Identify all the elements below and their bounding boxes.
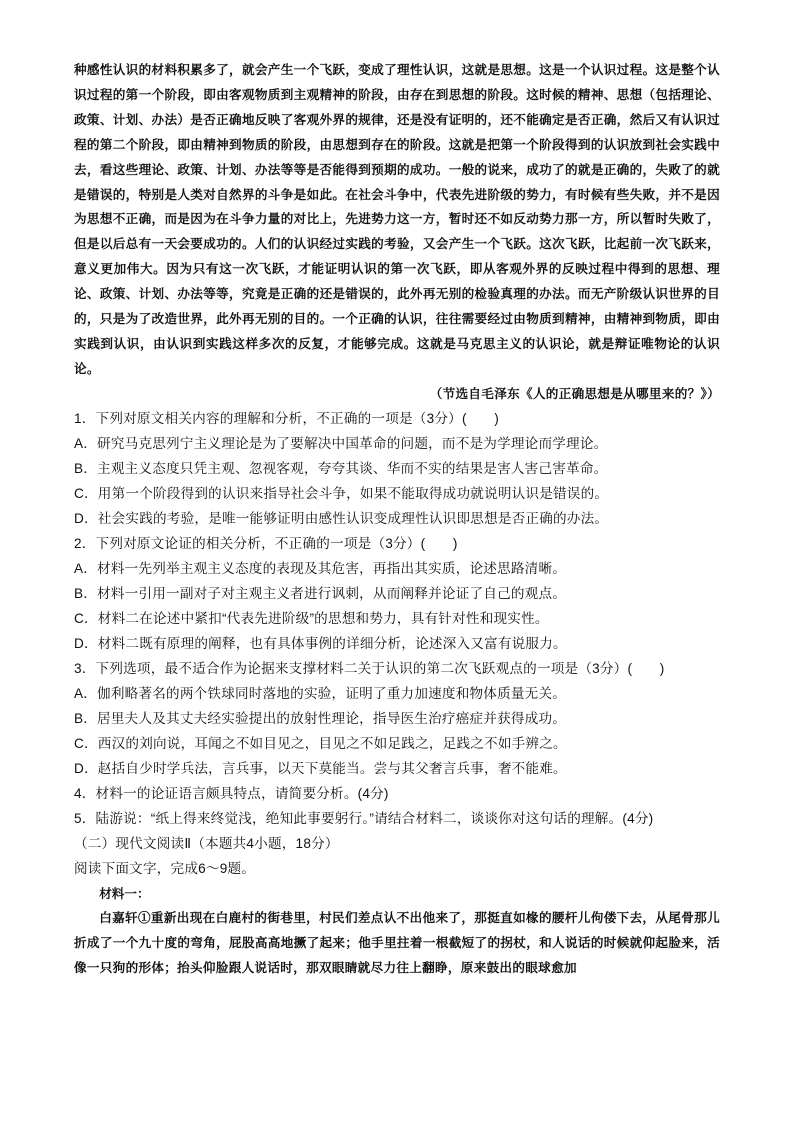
question-4-stem: 4．材料一的论证语言颇具特点，请简要分析。(4分) [74, 785, 389, 801]
question-1-option-c: C．用第一个阶段得到的认识来指导社会斗争，如果不能取得成功就说明认识是错误的。 [74, 485, 609, 501]
question-3-option-c: C．西汉的刘向说，耳闻之不如目见之，目见之不如足践之，足践之不如手辨之。 [74, 735, 567, 751]
question-3-option-a: A．伽利略著名的两个铁球同时落地的实验，证明了重力加速度和物体质量无关。 [74, 685, 567, 701]
question-list [74, 406, 720, 831]
question-3-stem: 3．下列选项，最不适合作为论据来支撑材料二关于认识的第二次飞跃观点的一项是（3分）( ) [74, 660, 665, 676]
passage-source: （节选自毛泽东《人的正确思想是从哪里来的？》） [429, 385, 720, 401]
question-5-stem: 5．陆游说：“纸上得来终觉浅，绝知此事要躬行。”请结合材料二，谈谈你对这句话的理解。(4分) [74, 810, 654, 826]
section-instruction: 阅读下面文字，完成6～9题。 [74, 860, 256, 876]
material-paragraph: 白嘉轩①重新出现在白鹿村的街巷里，村民们差点认不出他来了，那挺直如椽的腰杆儿佝偻下去，从尾骨那儿折成了一个九十度的弯角，屁股高高地撅了起来；他手里拄着一根截短了的拐杖，和人说话的时候就仰起脸来，活像一只狗的形体；抬头仰脸跟人说话时，那双眼睛就尽力往上翻睁，原来鼓出的眼球愈加 [74, 909, 720, 975]
question-2-stem: 2．下列对原文论证的相关分析，不正确的一项是（3分）( ) [74, 535, 458, 551]
question-1-option-b: B．主观主义态度只凭主观、忽视客观，夸夸其谈、华而不实的结果是害人害己害革命。 [74, 460, 608, 476]
question-2-option-a: A．材料一先列举主观主义态度的表现及其危害，再指出其实质，论述思路清晰。 [74, 560, 567, 576]
question-1-stem: 1．下列对原文相关内容的理解和分析，不正确的一项是（3分）( ) [74, 410, 499, 426]
passage-continuation: 种感性认识的材料积累多了，就会产生一个飞跃，变成了理性认识，这就是思想。这是一个认识过程。这是整个认识过程的第一个阶段，即由客观物质到主观精神的阶段，由存在到思想的阶段。这时候的精神、思想（包括理论、政策、计划、办法）是否正确地反映了客观外界的规律，还是没有证明的，还不能确定是否正确，然后又有认识过程的第二个阶段，即由精神到物质的阶段，由思想到存在的阶段。这就是把第一个阶段得到的认识放到社会实践中去，看这些理论、政策、计划、办法等等是否能得到预期的成功。一般的说来，成功了的就是正确的，失败了的就是错误的，特别是人类对自然界的斗争是如此。在社会斗争中，代表先进阶级的势力，有时候有些失败，并不是因为思想不正确，而是因为在斗争力量的对比上，先进势力这一方，暂时还不如反动势力那一方，所以暂时失败了，但是以后总有一天会要成功的。人们的认识经过实践的考验，又会产生一个飞跃。这次飞跃，比起前一次飞跃来，意义更加伟大。因为只有这一次飞跃，才能证明认识的第一次飞跃，即从客观外界的反映过程中得到的思想、理论、政策、计划、办法等等，究竟是正确的还是错误的，此外再无别的检验真理的办法。而无产阶级认识世界的目的，只是为了改造世界，此外再无别的目的。一个正确的认识，往往需要经过由物质到精神，由精神到物质，即由实践到认识，由认识到实践这样多次的反复，才能够完成。这就是马克思主义的认识论，就是辩证唯物论的认识论。 [74, 62, 720, 376]
question-3-option-d: D．赵括自少时学兵法，言兵事，以天下莫能当。尝与其父奢言兵事，奢不能难。 [74, 760, 567, 776]
question-2-option-b: B．材料一引用一副对子对主观主义者进行讽刺，从而阐释并论证了自己的观点。 [74, 585, 567, 601]
question-2-option-c: C．材料二在论述中紧扣“代表先进阶级”的思想和势力，具有针对性和现实性。 [74, 610, 549, 626]
section-heading: （二）现代文阅读Ⅱ（本题共4小题，18分） [74, 835, 339, 851]
question-1-option-d: D．社会实践的考验，是唯一能够证明由感性认识变成理性认识即思想是否正确的办法。 [74, 510, 609, 526]
question-2-option-d: D．材料二既有原理的阐释，也有具体事例的详细分析，论述深入又富有说服力。 [74, 635, 567, 651]
material-label: 材料一： [99, 885, 150, 901]
question-3-option-b: B．居里夫人及其丈夫经实验提出的放射性理论，指导医生治疗癌症并获得成功。 [74, 710, 567, 726]
question-1-option-a: A．研究马克思列宁主义理论是为了要解决中国革命的问题，而不是为学理论而学理论。 [74, 435, 608, 451]
